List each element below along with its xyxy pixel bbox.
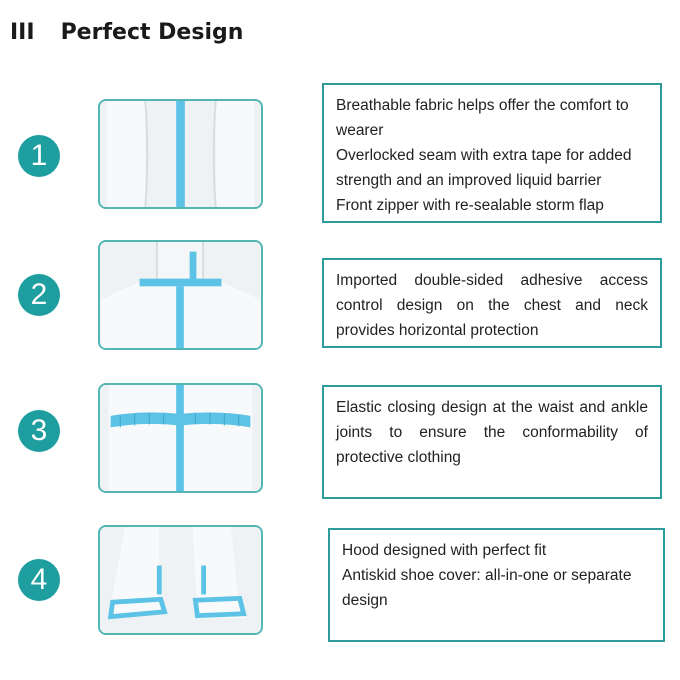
shoe-cover-illustration (100, 527, 261, 633)
suit-shoe-cover-photo (98, 525, 263, 635)
description-line: Hood designed with perfect fit (342, 542, 547, 559)
section-numeral: III (10, 20, 35, 45)
description-line: strength and an improved liquid barrier (336, 172, 602, 189)
description-line: Front zipper with re-sealable storm flap (336, 197, 604, 214)
suit-front-photo (98, 99, 263, 209)
description-line: wearer (336, 122, 384, 139)
description-line: Antiskid shoe cover: all-in-one or separate (342, 567, 632, 584)
step-number-badge: 4 (18, 559, 60, 601)
section-title: Perfect Design (60, 20, 244, 45)
feature-description-3: Elastic closing design at the waist and ankle joints to ensure the conformability of protective clothing (322, 385, 662, 499)
step-number-badge: 3 (18, 410, 60, 452)
suit-waist-illustration (100, 385, 261, 491)
section-heading (10, 20, 243, 45)
step-number-badge: 1 (18, 135, 60, 177)
suit-waist-photo (98, 383, 263, 493)
description-line: Breathable fabric helps offer the comfort to (336, 97, 629, 114)
suit-front-illustration (100, 101, 261, 207)
description-line: Overlocked seam with extra tape for added (336, 147, 632, 164)
step-number-badge: 2 (18, 274, 60, 316)
feature-description-2: Imported double-sided adhesive access control design on the chest and neck provides horizontal protection (322, 258, 662, 348)
description-line: design (342, 592, 388, 609)
feature-description-1 (322, 83, 662, 223)
feature-description-4 (328, 528, 665, 642)
suit-collar-illustration (100, 242, 261, 348)
suit-collar-photo (98, 240, 263, 350)
